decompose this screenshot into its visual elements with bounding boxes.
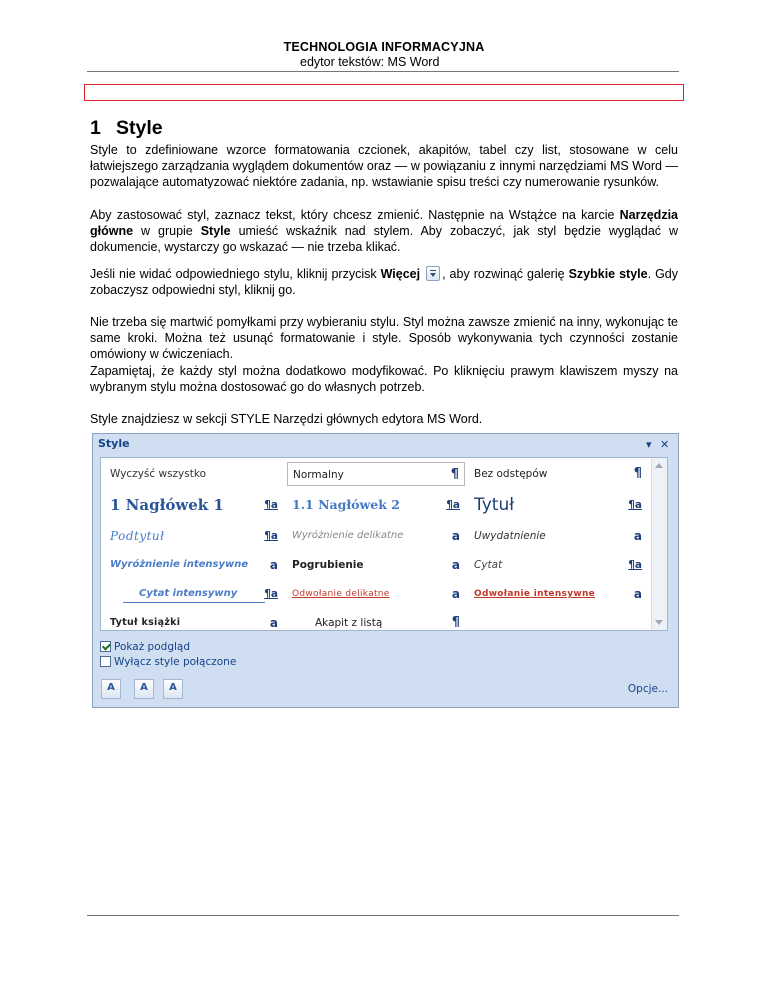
new-style-icon: A	[107, 682, 115, 693]
paragraph-style-icon: ¶	[451, 615, 460, 630]
character-style-icon: a	[269, 616, 278, 630]
style-label: Tytuł	[474, 495, 515, 515]
more-gallery-icon	[426, 266, 440, 281]
style-subtitle[interactable]	[105, 524, 283, 548]
text: Jeśli nie widać odpowiedniego stylu, kliknij przycisk	[90, 267, 381, 281]
manage-styles-icon: A	[169, 682, 177, 693]
style-label: Cytat	[474, 559, 503, 571]
quote-underline	[123, 602, 265, 603]
style-label: Wyczyść wszystko	[110, 468, 206, 480]
paragraph-location: Style znajdziesz w sekcji STYLE Narzędzi głównych edytora MS Word.	[90, 412, 483, 426]
style-clear-all[interactable]	[105, 462, 283, 486]
character-style-icon: a	[451, 529, 460, 543]
text: Aby zastosować styl, zaznacz tekst, który chcesz zmienić. Następnie na Wstążce na karcie	[90, 208, 620, 222]
style-book-title[interactable]	[105, 611, 283, 631]
style-label: Cytat intensywny	[139, 588, 238, 599]
paragraph-style-icon: ¶	[633, 466, 642, 481]
pane-options-dropdown-icon[interactable]: ▾	[646, 438, 652, 451]
show-preview-option[interactable]	[100, 640, 190, 654]
style-subtle-reference[interactable]	[287, 582, 465, 606]
style-title[interactable]	[469, 493, 647, 517]
style-inspector-icon: A	[140, 682, 148, 693]
style-normal[interactable]	[287, 462, 465, 486]
style-label: Pogrubienie	[292, 559, 364, 571]
style-no-spacing[interactable]	[469, 462, 647, 486]
bold-term: Style	[200, 223, 231, 238]
style-label: Akapit z listą	[315, 617, 383, 629]
text: , aby rozwinąć galerię	[442, 267, 569, 281]
text: . Gdy zobaczysz odpowiedni styl, kliknij go.	[90, 267, 679, 297]
style-label: Wyróżnienie delikatne	[292, 530, 404, 541]
footer-rule	[87, 915, 679, 916]
new-style-button[interactable]	[101, 679, 121, 699]
style-label: Normalny	[293, 469, 344, 481]
manage-styles-button[interactable]	[163, 679, 183, 699]
linked-style-icon: ¶a	[264, 530, 278, 542]
style-label: Tytuł książki	[110, 617, 181, 628]
gallery-scrollbar[interactable]	[651, 458, 667, 630]
scroll-down-icon[interactable]	[655, 620, 663, 625]
linked-style-icon: ¶a	[264, 499, 278, 511]
style-list-paragraph[interactable]	[287, 611, 465, 631]
style-label: Wyróżnienie intensywne	[110, 559, 249, 570]
disable-linked-checkbox[interactable]	[100, 656, 111, 667]
style-quote[interactable]	[469, 553, 647, 577]
character-style-icon: a	[633, 529, 642, 543]
character-style-icon: a	[269, 558, 278, 572]
character-style-icon: a	[451, 558, 460, 572]
paragraph-more-button	[90, 266, 678, 299]
page-header-title: TECHNOLOGIA INFORMACYJNA	[283, 40, 485, 54]
bold-term: Narzędzia główne	[90, 208, 678, 238]
paragraph-style-icon: ¶	[450, 467, 459, 482]
text: umieść wskaźnik nad stylem. Aby zobaczyć, jak styl będzie wyglądać w dokumencie, wystarczy go wskazać — nie trzeba klikać.	[90, 223, 679, 254]
paragraph-modify: Zapamiętaj, że każdy styl można dodatkowo modyfikować. Po kliknięciu prawym klawiszem myszy na wybranym stylu można dostosować go do własnych potrzeb.	[90, 364, 678, 394]
style-label: Podtytuł	[110, 529, 165, 543]
paragraph-apply-style	[90, 208, 678, 255]
style-label: Odwołanie delikatne	[292, 589, 390, 599]
header-rule	[87, 71, 679, 72]
style-intense-reference[interactable]	[469, 582, 647, 606]
disable-linked-label: Wyłącz style połączone	[114, 656, 237, 668]
section-title: Style	[116, 117, 163, 139]
character-style-icon: a	[451, 587, 460, 601]
show-preview-label: Pokaż podgląd	[114, 641, 190, 653]
style-label: Uwydatnienie	[474, 530, 546, 542]
style-label: Bez odstępów	[474, 468, 548, 480]
bold-term: Więcej	[380, 267, 421, 281]
pane-close-icon[interactable]: ✕	[660, 438, 670, 451]
character-style-icon: a	[633, 587, 642, 601]
style-intense-emphasis[interactable]	[105, 553, 283, 577]
linked-style-icon: ¶a	[628, 499, 642, 511]
linked-style-icon: ¶a	[628, 559, 642, 571]
style-label: 1.1 Nagłówek 2	[292, 497, 400, 512]
styles-pane	[92, 433, 679, 708]
styles-pane-title: Style	[98, 437, 130, 450]
text: w grupie	[133, 223, 201, 238]
style-label: 1 Nagłówek 1	[110, 496, 224, 514]
style-heading-1[interactable]	[105, 493, 283, 517]
style-heading-2[interactable]	[287, 493, 465, 517]
linked-style-icon: ¶a	[264, 588, 278, 600]
options-link[interactable]: Opcje...	[627, 683, 668, 695]
style-emphasis[interactable]	[469, 524, 647, 548]
disable-linked-option[interactable]	[100, 655, 236, 669]
page-header-subtitle: edytor tekstów: MS Word	[300, 55, 440, 69]
red-frame	[84, 84, 684, 101]
style-subtle-emphasis[interactable]	[287, 524, 465, 548]
bold-term: Szybkie style	[568, 267, 648, 281]
paragraph-intro: Style to zdefiniowane wzorce formatowania czcionek, akapitów, tabel czy list, stosowane w celu łatwiejszego zarządzania wyglądem dokumentów oraz — w powiązaniu z innymi narzędziami MS Word — pozwalające automatyzować niektóre zadania, np. wstawianie spisu treści czy numerowanie rysunków.	[90, 143, 678, 189]
paragraph-mistakes: Nie trzeba się martwić pomyłkami przy wybieraniu stylu. Styl można zawsze zmienić na inny, wykonując te same kroki. Można też usunąć formatowanie i style. Sposób wykonywania tych czynności zostanie omówiony w ćwiczeniach.	[90, 315, 678, 361]
section-number: 1	[90, 117, 101, 139]
section-heading	[90, 117, 163, 140]
show-preview-checkbox[interactable]	[100, 641, 111, 652]
linked-style-icon: ¶a	[446, 499, 460, 511]
style-label: Odwołanie intensywne	[474, 589, 596, 599]
style-inspector-button[interactable]	[134, 679, 154, 699]
style-strong[interactable]	[287, 553, 465, 577]
style-intense-quote[interactable]	[105, 582, 283, 606]
styles-gallery	[100, 457, 668, 631]
scroll-up-icon[interactable]	[655, 463, 663, 468]
